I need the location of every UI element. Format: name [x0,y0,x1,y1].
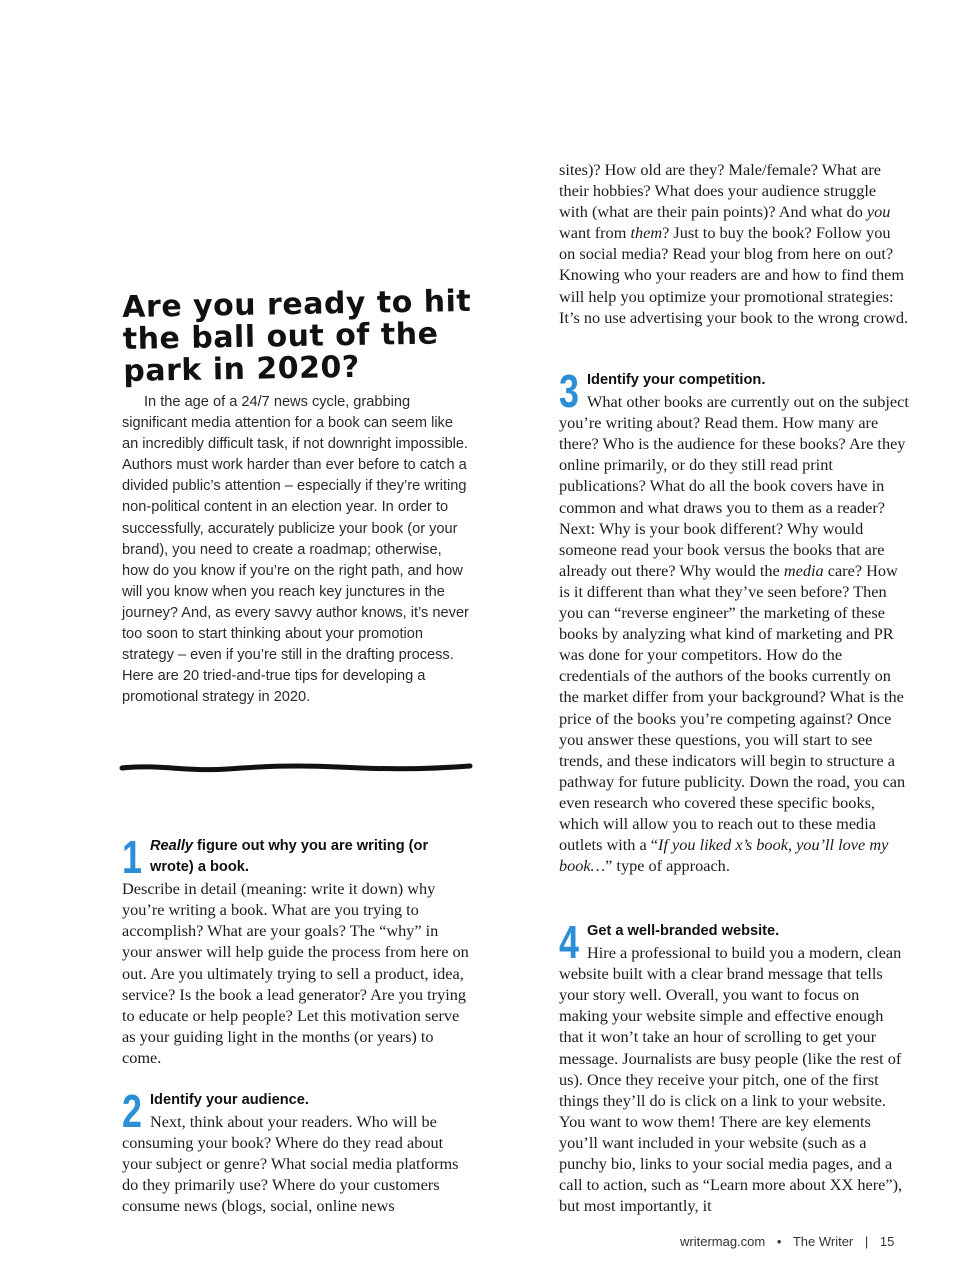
headline-line: the ball out of the [122,316,439,357]
tip-heading: Get a well-branded website. [587,923,780,939]
page-footer [680,1234,894,1249]
tip-number: 4 [559,916,579,968]
tip-heading-emphasis: Really [150,838,193,854]
intro-paragraph [122,392,472,708]
continuation-emphasis: you [866,202,891,222]
tip-body: Next, think about your readers. Who will be consuming your book? Where do they read about your subject or genre? What social media platforms do they primarily use? Where do your customers consume news (blogs, social, online news [122,1112,459,1216]
continuation-text: want from [559,223,631,243]
footer-site: writermag.com [680,1234,766,1249]
tip-body: Hire a professional to build you a modern, clean website built with a clear brand message that tells your story well. Overall, you want to focus on making your website simple and effective enough that it won’t take an hour of scrolling to get your message. Journalists are busy people (like the rest of us). Once they receive your pitch, one of the first things they’ll do is click on a link to your website. You want to wow them! There are key elements you’ll want included in your website (such as a punchy bio, links to your social media pages, and a call to action, such as “Learn more about XX here”), but most importantly, it [559,943,903,1216]
tip-3 [559,365,909,876]
continuation-text: sites)? How old are they? Male/female? What are their hobbies? What does your audience struggle with (what are their pain points)? And what do [559,160,882,222]
continuation-text: ? Just to buy the book? Follow you on social media? Read your blog from here on out? Knowing who your readers are and how to find them will help you optimize your promotional strategies: It’s no use advertising your book to the wrong crowd. [559,223,909,327]
tip-number: 2 [122,1085,142,1137]
tip-body-emphasis: If you liked x’s book, you’ll love my book… [559,835,889,876]
tip-body [559,391,909,876]
tip-4 [559,916,909,1216]
footer-magazine: The Writer [792,1234,854,1249]
intro-text: In the age of a 24/7 news cycle, grabbing significant media attention for a book can seem like an incredibly difficult task, if not downright impossible. Authors must work harder than ever before to catch a divided public’s attention – especially if they’re writing non-political content in an election year. In order to successfully, accurately publicize your book (or your brand), you need to create a roadmap; otherwise, how do you know if you’re on the right path, and how will you know when you reach key junctures in the journey? And, as every savvy author knows, it’s never too soon to start thinking about your promotion strategy – even if you’re still in the drafting process. Here are 20 tried-and-true tips for developing a promotional strategy in 2020. [122,394,469,706]
tip-number: 1 [122,831,142,883]
tip-heading-text: figure out why you are writing (or wrote) a book. [150,838,429,876]
tip-2 [122,1085,470,1217]
tip-heading: Identify your audience. [150,1092,309,1108]
tip-body: Describe in detail (meaning: write it down) why you’re writing a book. What are you trying to accomplish? What are your goals? The “why” in your answer will help guide the process from here on out. Are you ultimately trying to sell a product, idea, service? Is the book a lead generator? Are you trying to educate or help people? Let this motivation serve as your guiding light in the months (or years) to come. [122,879,469,1067]
article-headline [121,283,484,389]
tip-body-text: care? How is it different than what they’ve seen before? Then you can “reverse engineer” the marketing of these books by analyzing what kind of marketing and PR was done for your competitors. How do the credentials of the authors of the books currently on the market differ from your background? What is the price of the books you’re competing against? Once you answer these questions, you will start to see trends, and these indicators will begin to structure a pathway for future publicity. Down the road, you can even research who covered these specific books, which will allow you to reach out to these media outlets with a “ [559,560,906,855]
tip-body-text: ” type of approach. [605,856,730,876]
continuation-emphasis: them [630,223,663,243]
audience-continuation [559,159,909,328]
tip-1 [122,831,470,1068]
headline-line: Are you ready to hit [121,283,472,325]
tip-body-text: What other books are currently out on the subject you’re writing about? Read them. How many are there? Who is the audience for these books? Are they online primarily, or do they still read print publications? What do all the book covers have in common and what draws you to them as a reader? Next: Why is your book different? Why would someone read your book versus the books that are already out there? Why would the [559,392,909,580]
squiggle-divider [118,758,474,778]
tip-body-emphasis: media [783,560,824,580]
tip-heading: Identify your competition. [587,372,766,388]
headline-line: park in 2020? [123,349,361,389]
tip-number: 3 [559,365,579,417]
page-number: 15 [879,1234,895,1249]
footer-divider: | [864,1234,869,1249]
tip-heading [122,831,470,883]
footer-bullet: • [776,1234,782,1249]
